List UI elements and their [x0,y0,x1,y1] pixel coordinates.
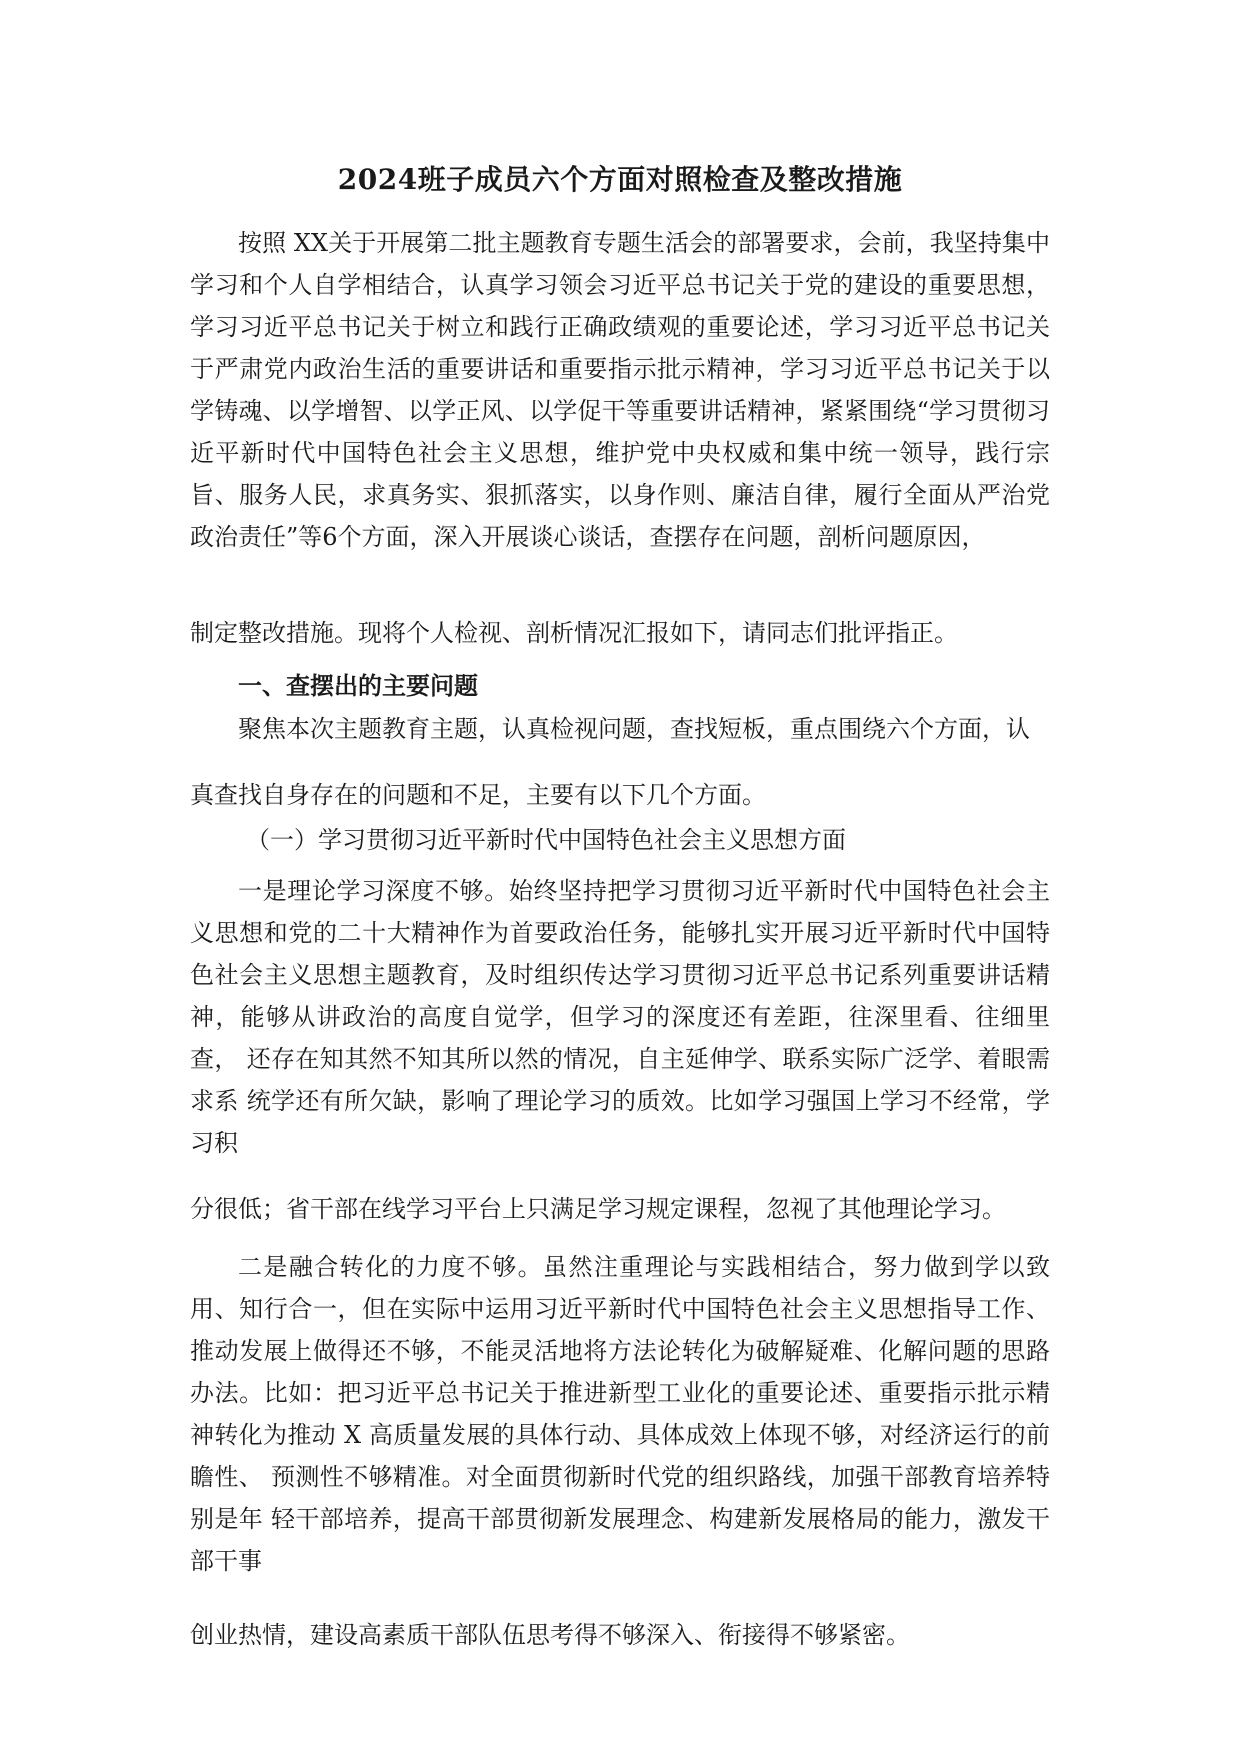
section-paragraph-continued: 真查找自身存在的问题和不足，主要有以下几个方面。 [190,781,766,809]
point-one-paragraph-continued: 分很低；省干部在线学习平台上只满足学习规定课程，忽视了其他理论学习。 [190,1195,1006,1223]
section-paragraph: 聚焦本次主题教育主题，认真检视问题，查找短板，重点围绕六个方面，认 [238,715,1030,743]
section-heading-main-problems: 一、查摆出的主要问题 [238,671,478,700]
point-two-paragraph: 二是融合转化的力度不够。虽然注重理论与实践相结合，努力做到学以致用、知行合一，但在实际中运用习近平新时代中国特色社会主义思想指导工作、推动发展上做得还不够，不能灵活地将方法论转化为破解疑难、化解问题的思路办法。比如：把习近平总书记关于推进新型工业化的重要论述、重要指示批示精神转化为推动 X 高质量发展的具体行动、具体成效上体现不够，对经济运行的前瞻性、 预测性不够精准。对全面贯彻新时代党的组织路线，加强干部教育培养特别是年 轻干部培养，提高干部贯彻新发展理念、构建新发展格局的能力，激发干部干事 [190,1253,1050,1575]
point-two-paragraph-continued: 创业热情，建设高素质干部队伍思考得不够深入、衔接得不够紧密。 [190,1621,910,1649]
intro-paragraph-continued: 制定整改措施。现将个人检视、剖析情况汇报如下，请同志们批评指正。 [190,619,958,647]
document-title: 2024班子成员六个方面对照检查及整改措施 [337,163,903,196]
subsection-heading-theory-study: （一）学习贯彻习近平新时代中国特色社会主义思想方面 [246,826,846,854]
intro-paragraph: 按照 XX关于开展第二批主题教育专题生活会的部署要求，会前，我坚持集中学习和个人自学相结合，认真学习领会习近平总书记关于党的建设的重要思想，学习习近平总书记关于树立和践行正确政绩观的重要论述，学习习近平总书记关于严肃党内政治生活的重要讲话和重要指示批示精神，学习习近平总书记关于以学铸魂、以学增智、以学正风、以学促干等重要讲话精神，紧紧围绕“学习贯彻习近平新时代中国特色社会主义思想，维护党中央权威和集中统一领导，践行宗旨、服务人民，求真务实、狠抓落实，以身作则、廉洁自律，履行全面从严治党政治责任”等6个方面，深入开展谈心谈话，查摆存在问题，剖析问题原因， [190,229,1050,551]
point-one-paragraph: 一是理论学习深度不够。始终坚持把学习贯彻习近平新时代中国特色社会主义思想和党的二十大精神作为首要政治任务，能够扎实开展习近平新时代中国特色社会主义思想主题教育，及时组织传达学习贯彻习近平总书记系列重要讲话精神，能够从讲政治的高度自觉学，但学习的深度还有差距，往深里看、往细里查， 还存在知其然不知其所以然的情况，自主延伸学、联系实际广泛学、着眼需求系 统学还有所欠缺，影响了理论学习的质效。比如学习强国上学习不经常，学习积 [190,877,1050,1157]
